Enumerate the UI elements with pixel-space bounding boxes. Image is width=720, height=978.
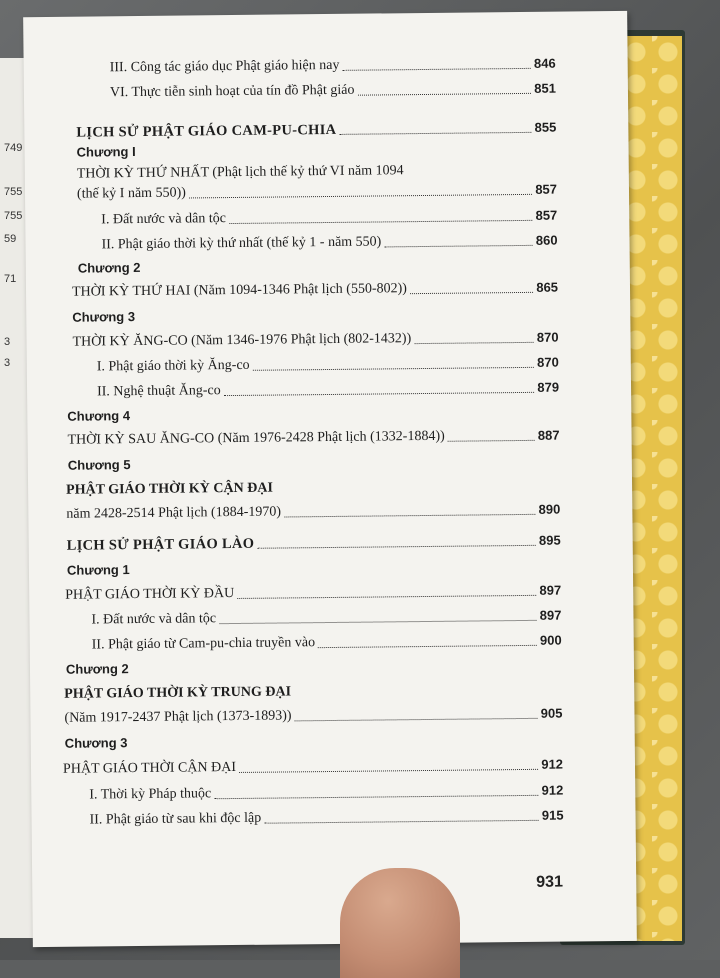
- toc-entry-title-line: THỜI KỲ THỨ NHẤT (Phật lịch thế kỷ thứ VI năm 1094: [76, 163, 404, 182]
- leader-dots: [219, 620, 537, 624]
- leader-dots: [342, 68, 531, 71]
- chapter-label: Chương I: [76, 144, 136, 160]
- leader-dots: [229, 220, 533, 224]
- chapter-label: Chương 3: [72, 309, 136, 325]
- toc-entry-title: II. Phật giáo từ Cam-pu-chia truyền vào: [91, 635, 316, 653]
- toc-entry: [101, 208, 557, 229]
- toc-entry: [64, 706, 562, 727]
- toc-list: [23, 11, 637, 947]
- toc-entry-title: I. Đất nước và dân tộc: [91, 611, 217, 628]
- toc-entry-title: PHẬT GIÁO THỜI KỲ ĐẦU: [65, 586, 235, 603]
- toc-entry: [110, 81, 556, 102]
- toc-entry-page: 851: [534, 80, 556, 96]
- leader-dots: [189, 194, 532, 199]
- toc-entry: [89, 783, 563, 804]
- toc-entry-page: 846: [533, 55, 556, 71]
- toc-entry: [89, 808, 563, 829]
- toc-entry-title: PHẬT GIÁO THỜI CẬN ĐẠI: [62, 760, 237, 777]
- toc-entry-title: I. Đất nước và dân tộc: [101, 211, 226, 228]
- toc-entry-page: 887: [537, 427, 560, 443]
- left-page-number: 71: [4, 273, 17, 285]
- page-number: 931: [536, 873, 564, 891]
- toc-entry: [63, 757, 563, 778]
- leader-dots: [214, 795, 538, 799]
- toc-part-heading: [67, 533, 561, 554]
- chapter-label: Chương 4: [67, 408, 131, 424]
- toc-entry-page: 870: [536, 329, 559, 345]
- chapter-label: Chương 3: [64, 735, 128, 751]
- leader-dots: [239, 769, 538, 773]
- toc-entry: [72, 330, 558, 351]
- toc-entry-title: II. Phật giáo từ sau khi độc lập: [89, 810, 262, 828]
- left-page-number: 3: [4, 357, 11, 369]
- toc-entry: [97, 355, 559, 376]
- table-of-contents-page: [23, 11, 637, 947]
- left-page-number: 755: [4, 210, 23, 222]
- toc-entry-page: 860: [535, 232, 558, 248]
- toc-entry: [110, 56, 556, 77]
- toc-entry: [72, 280, 558, 301]
- toc-entry: [68, 428, 560, 449]
- leader-dots: [384, 245, 533, 248]
- toc-entry: [101, 233, 557, 254]
- toc-entry: [91, 608, 561, 629]
- toc-entry-page: 915: [541, 807, 564, 823]
- toc-entry-page: 855: [534, 119, 557, 135]
- toc-entry-title: VI. Thực tiễn sinh hoạt của tín đồ Phật giáo: [109, 82, 355, 101]
- toc-entry-title: (thế kỷ I năm 550)): [76, 185, 186, 202]
- toc-entry-title: I. Thời kỳ Pháp thuộc: [89, 786, 212, 803]
- left-page-number: 755: [4, 186, 23, 198]
- toc-part-title: LỊCH SỬ PHẬT GIÁO CAM-PU-CHIA: [76, 121, 337, 141]
- toc-entry-title: III. Công tác giáo dục Phật giáo hiện nay: [109, 57, 340, 76]
- toc-entry-title: năm 2428-2514 Phật lịch (1884-1970): [66, 504, 282, 522]
- leader-dots: [224, 392, 535, 396]
- left-page-number: 3: [4, 336, 11, 348]
- toc-entry-page: 895: [538, 532, 561, 548]
- leader-dots: [339, 132, 531, 135]
- toc-entry-page: 890: [538, 501, 561, 517]
- toc-entry-page: 912: [541, 782, 564, 798]
- toc-entry-page: 857: [535, 181, 558, 197]
- toc-entry: [65, 583, 561, 604]
- leader-dots: [414, 342, 534, 344]
- toc-entry-title: II. Phật giáo thời kỳ thứ nhất (thế kỷ 1 - năm 550): [101, 234, 382, 253]
- toc-entry-page: 897: [539, 607, 562, 623]
- toc-entry-page: 897: [539, 582, 562, 598]
- toc-entry-title: (Năm 1917-2437 Phật lịch (1373-1893)): [64, 708, 292, 726]
- leader-dots: [264, 820, 539, 824]
- toc-entry-title-line: PHẬT GIÁO THỜI KỲ TRUNG ĐẠI: [64, 684, 292, 702]
- toc-entry-page: 857: [535, 207, 558, 223]
- chapter-label: Chương 5: [67, 457, 131, 473]
- leader-dots: [257, 545, 536, 549]
- leader-dots: [318, 645, 537, 648]
- leader-dots: [295, 718, 538, 722]
- toc-entry: [97, 380, 559, 401]
- toc-entry-page: 905: [540, 705, 563, 721]
- toc-entry-title: THỜI KỲ THỨ HAI (Năm 1094-1346 Phật lịch (550-802)): [71, 281, 407, 300]
- leader-dots: [357, 93, 531, 96]
- toc-entry-title: II. Nghệ thuật Ăng-co: [96, 383, 221, 400]
- toc-entry-title: THỜI KỲ SAU ĂNG-CO (Năm 1976-2428 Phật lịch (1332-1884)): [67, 428, 445, 448]
- chapter-label: Chương 1: [66, 562, 130, 578]
- left-page-number: 749: [4, 142, 23, 154]
- toc-entry-title: THỜI KỲ ĂNG-CO (Năm 1346-1976 Phật lịch (802-1432)): [72, 331, 412, 350]
- left-page-number: 59: [4, 233, 17, 245]
- toc-entry: [66, 502, 560, 523]
- chapter-label: Chương 2: [65, 661, 129, 677]
- toc-entry-page: 865: [536, 279, 559, 295]
- toc-part-title: LỊCH SỬ PHẬT GIÁO LÀO: [66, 535, 255, 554]
- toc-entry-page: 912: [541, 756, 564, 772]
- leader-dots: [410, 292, 533, 294]
- toc-entry-title: I. Phật giáo thời kỳ Ăng-co: [96, 357, 250, 375]
- leader-dots: [284, 514, 536, 518]
- toc-part-heading: [76, 120, 556, 141]
- toc-entry-page: 900: [539, 632, 562, 648]
- leader-dots: [253, 367, 534, 371]
- toc-entry: [92, 633, 562, 654]
- toc-entry-page: 879: [537, 379, 560, 395]
- leader-dots: [237, 595, 536, 599]
- leader-dots: [448, 440, 535, 442]
- toc-entry-page: 870: [537, 354, 559, 370]
- thumb: [340, 868, 460, 978]
- toc-entry: [77, 182, 557, 203]
- toc-entry-title-line: PHẬT GIÁO THỜI KỲ CẬN ĐẠI: [66, 480, 273, 498]
- chapter-label: Chương 2: [77, 259, 141, 276]
